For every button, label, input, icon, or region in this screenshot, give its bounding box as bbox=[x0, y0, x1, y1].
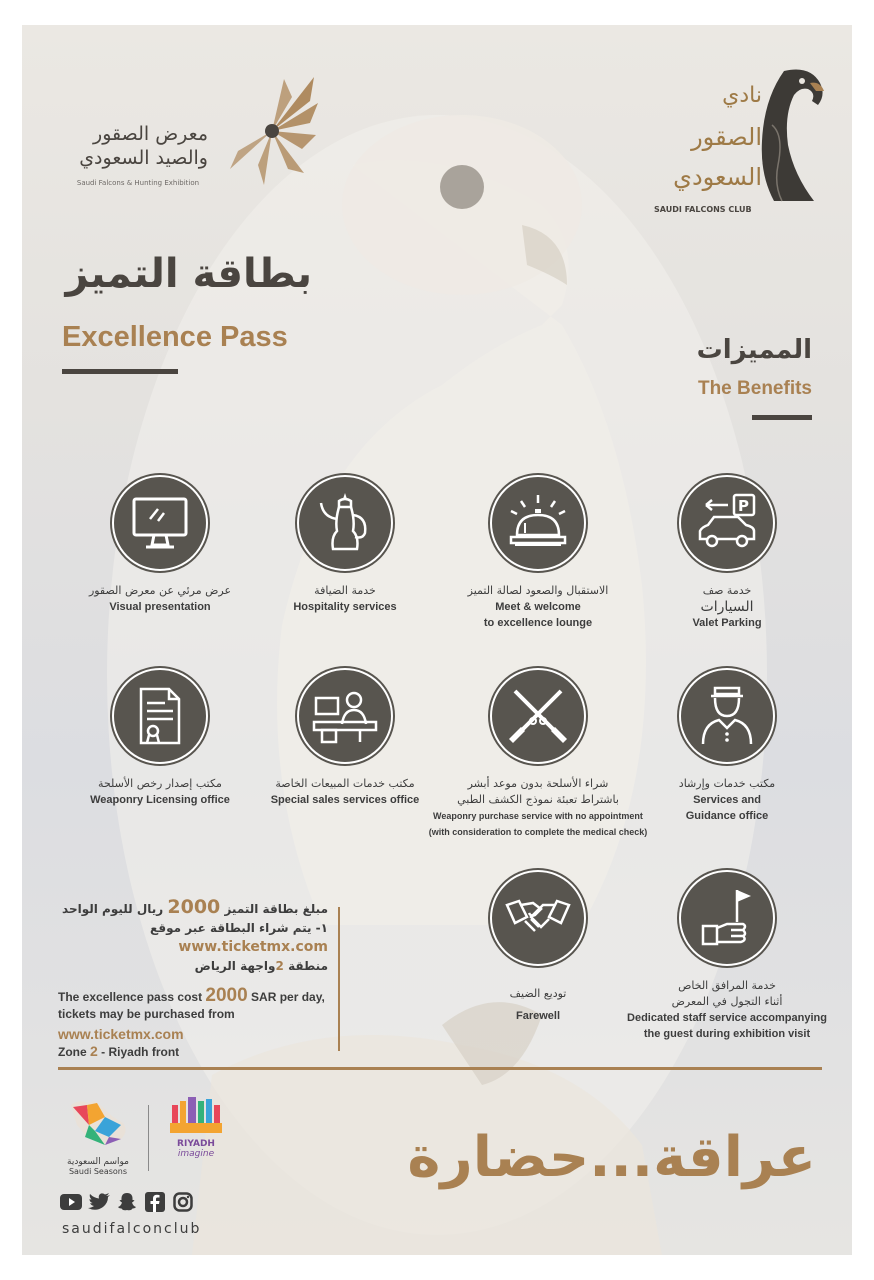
pricing-divider bbox=[338, 907, 340, 1051]
zone-en-number: 2 bbox=[90, 1043, 98, 1059]
benefit-label-english: Meet & welcome bbox=[495, 601, 581, 613]
valet-parking-icon bbox=[694, 493, 760, 553]
benefit-label-english: Dedicated staff service accompanying bbox=[627, 1012, 827, 1024]
pricing-amount: 2000 bbox=[167, 896, 221, 918]
concierge-icon bbox=[699, 684, 755, 748]
benefit-label-arabic: شراء الأسلحة بدون موعد أبشر bbox=[467, 777, 609, 790]
benefit-services-guidance bbox=[627, 668, 827, 824]
benefit-label-english-line2: (with consideration to complete the medical check) bbox=[428, 827, 648, 837]
riyadh-season-label: RIYADH bbox=[177, 1139, 215, 1149]
social-icons bbox=[60, 1191, 194, 1213]
exhibition-logo-text-line2: والصيد السعودي bbox=[79, 147, 208, 169]
saudi-seasons-english: Saudi Seasons bbox=[68, 1167, 128, 1176]
footer-logo-divider bbox=[148, 1105, 149, 1171]
benefit-label-arabic-line2: أثناء التجول في المعرض bbox=[671, 995, 783, 1008]
pricing-en-suffix: SAR per day, bbox=[251, 990, 325, 1004]
poster bbox=[22, 25, 852, 1255]
benefit-label-english: Weaponry purchase service with no appointment bbox=[433, 811, 643, 821]
license-document-icon bbox=[135, 685, 185, 747]
pricing-en-amount: 2000 bbox=[205, 985, 248, 1006]
saudi-map-icon bbox=[65, 1095, 131, 1149]
benefit-icon-circle bbox=[297, 668, 393, 764]
wing-emblem-icon bbox=[224, 73, 320, 189]
sales-desk-icon bbox=[312, 688, 378, 744]
benefit-label-english: Visual presentation bbox=[109, 601, 211, 613]
benefit-icon-circle bbox=[112, 668, 208, 764]
falcon-head-icon bbox=[754, 65, 834, 205]
pricing-en-prefix: The excellence pass cost bbox=[58, 990, 203, 1004]
handshake-icon bbox=[505, 893, 571, 943]
social-handle[interactable]: saudifalconclub bbox=[62, 1221, 202, 1237]
benefits-underline bbox=[752, 415, 812, 420]
pricing-english-line2: tickets may be purchased from bbox=[58, 1007, 235, 1021]
facebook-icon[interactable] bbox=[144, 1191, 166, 1213]
benefit-label-english-line2: Guidance office bbox=[685, 810, 769, 822]
pricing-website-english[interactable]: www.ticketmx.com bbox=[58, 1026, 184, 1042]
exhibition-logo-text-line1: معرض الصقور bbox=[93, 123, 208, 145]
benefit-icon-circle bbox=[490, 475, 586, 571]
zone-en-prefix: Zone bbox=[58, 1045, 87, 1059]
riyadh-season-logo bbox=[166, 1095, 226, 1159]
svg-text:P: P bbox=[738, 497, 749, 515]
benefit-meet-welcome bbox=[438, 475, 638, 631]
benefit-label-arabic: خدمة الضيافة bbox=[314, 584, 376, 597]
benefit-label-arabic: خدمة صف bbox=[702, 584, 752, 597]
benefit-icon-circle bbox=[679, 870, 775, 966]
benefit-label-arabic-line2: باشتراط تعبئة نموذج الكشف الطبي bbox=[457, 793, 619, 806]
benefits-heading-english: The Benefits bbox=[697, 378, 812, 399]
benefits-heading-arabic: المميزات bbox=[696, 335, 812, 365]
benefit-label-arabic: عرض مرئي عن معرض الصقور bbox=[88, 584, 232, 597]
benefit-hospitality bbox=[245, 475, 445, 615]
club-logo-text-line2: الصقور bbox=[691, 123, 762, 151]
pricing-arabic-line2: ١- يتم شراء البطاقة عبر موقع bbox=[150, 921, 328, 935]
benefit-label-english-line2: to excellence lounge bbox=[483, 617, 593, 629]
pricing-arabic-line4 bbox=[62, 957, 328, 976]
benefit-weaponry-purchase bbox=[428, 668, 648, 840]
benefit-label-english: Services and bbox=[693, 794, 761, 806]
pricing-english bbox=[58, 987, 348, 1061]
riyadh-season-tagline: imagine bbox=[177, 1149, 215, 1159]
benefit-label-english: Hospitality services bbox=[293, 601, 397, 613]
pricing-english-line1 bbox=[58, 987, 348, 1006]
zone-suffix: واجهة الرياض bbox=[194, 959, 276, 973]
benefit-icon-circle bbox=[490, 870, 586, 966]
reception-bell-icon bbox=[505, 493, 571, 553]
exhibition-logo bbox=[58, 65, 318, 205]
saudi-seasons-arabic: مواسم السعودية bbox=[67, 1157, 129, 1167]
benefit-label-arabic-line2: السيارات bbox=[700, 599, 754, 615]
club-logo-text-line3: السعودي bbox=[673, 163, 762, 191]
benefit-label-arabic: مكتب خدمات المبيعات الخاصة bbox=[275, 777, 415, 790]
benefit-weaponry-licensing bbox=[60, 668, 260, 808]
benefit-label-english: Valet Parking bbox=[692, 617, 762, 629]
saudi-seasons-logo bbox=[58, 1095, 138, 1176]
riyadh-season-emblem-icon bbox=[168, 1095, 224, 1135]
pricing-english-line4 bbox=[58, 1043, 348, 1061]
benefit-label-arabic: مكتب إصدار رخص الأسلحة bbox=[98, 777, 222, 790]
youtube-icon[interactable] bbox=[60, 1191, 82, 1213]
title-underline bbox=[62, 369, 178, 374]
club-logo-text-line1: نادي bbox=[722, 83, 762, 108]
snapchat-icon[interactable] bbox=[116, 1191, 138, 1213]
benefit-icon-circle bbox=[112, 475, 208, 571]
benefit-label-english: Farewell bbox=[515, 1010, 561, 1022]
zone-en-suffix: - Riyadh front bbox=[101, 1045, 180, 1059]
twitter-icon[interactable] bbox=[88, 1191, 110, 1213]
pricing-prefix: مبلغ بطاقة التميز bbox=[224, 902, 328, 916]
zone-prefix: منطقة bbox=[288, 959, 328, 973]
coffee-pot-icon bbox=[317, 491, 373, 555]
benefit-valet-parking bbox=[627, 475, 827, 631]
benefit-label-arabic: توديع الضيف bbox=[509, 987, 567, 1000]
benefit-label-english-line2: the guest during exhibition visit bbox=[643, 1028, 811, 1040]
benefit-label-arabic: مكتب خدمات وإرشاد bbox=[678, 777, 776, 790]
page-title-english: Excellence Pass bbox=[62, 321, 288, 353]
slogan: عراقة...حضارة bbox=[407, 1125, 816, 1190]
benefit-farewell bbox=[438, 870, 638, 1024]
footer-divider bbox=[58, 1067, 822, 1070]
benefit-icon-circle bbox=[679, 475, 775, 571]
pricing-website-arabic[interactable]: www.ticketmx.com bbox=[178, 939, 328, 955]
hand-flag-icon bbox=[699, 886, 755, 950]
benefit-visual-presentation bbox=[60, 475, 260, 615]
benefit-label-english: Special sales services office bbox=[270, 794, 420, 806]
benefit-icon-circle bbox=[490, 668, 586, 764]
pricing-arabic bbox=[62, 898, 328, 976]
crossed-rifles-icon bbox=[507, 685, 569, 747]
benefit-dedicated-staff bbox=[627, 870, 827, 1042]
benefit-icon-circle bbox=[297, 475, 393, 571]
pricing-suffix: ريال لليوم الواحد bbox=[62, 902, 164, 916]
benefit-label-arabic: الاستقبال والصعود لصالة التميز bbox=[467, 584, 609, 597]
benefit-icon-circle bbox=[679, 668, 775, 764]
benefit-label-english: Weaponry Licensing office bbox=[90, 794, 230, 806]
exhibition-logo-english: Saudi Falcons & Hunting Exhibition bbox=[76, 179, 200, 187]
instagram-icon[interactable] bbox=[172, 1191, 194, 1213]
falcons-club-logo bbox=[642, 65, 842, 235]
benefit-label-arabic: خدمة المرافق الخاص bbox=[678, 979, 776, 992]
benefit-special-sales bbox=[245, 668, 445, 808]
club-logo-english: SAUDI FALCONS CLUB bbox=[654, 205, 752, 214]
page-title-arabic: بطاقة التميز bbox=[65, 251, 312, 297]
monitor-icon bbox=[130, 495, 190, 551]
pricing-arabic-line1 bbox=[62, 898, 328, 919]
zone-number: 2 bbox=[275, 959, 284, 973]
